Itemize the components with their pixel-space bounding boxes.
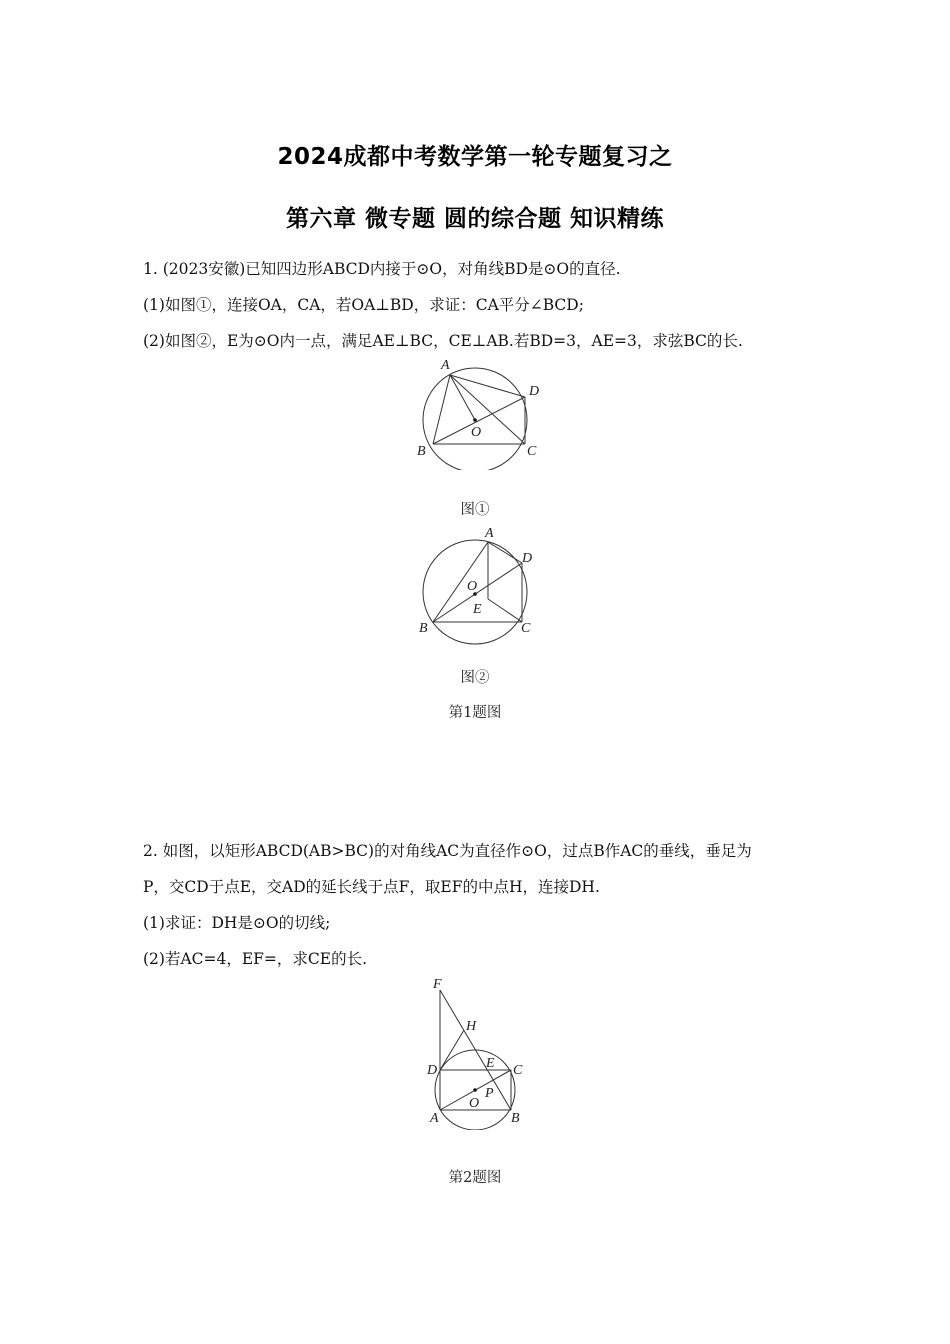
label-O: O <box>471 425 482 440</box>
q2-part1: (1)求证：DH是⊙O的切线; <box>143 914 331 932</box>
q1-figure-caption: 第1题图 <box>448 705 502 721</box>
label-D: D <box>427 1063 438 1078</box>
label-P: P <box>485 1086 494 1101</box>
label-F: F <box>433 977 442 992</box>
label-C: C <box>513 1063 523 1078</box>
label-A: A <box>430 1111 439 1126</box>
q2-stem-line1: 2. 如图，以矩形ABCD(AB>BC)的对角线AC为直径作⊙O，过点B作AC的垂线，垂足为 <box>143 842 752 860</box>
q1-figure-2 <box>405 522 550 647</box>
q1-stem: 1. (2023安徽)已知四边形ABCD内接于⊙O，对角线BD是⊙O的直径. <box>143 260 621 278</box>
label-A: A <box>485 526 494 541</box>
label-B: B <box>419 621 428 636</box>
label-D: D <box>522 551 533 566</box>
label-C: C <box>527 444 537 459</box>
q1-part1: (1)如图①，连接OA，CA，若OA⊥BD，求证：CA平分∠BCD; <box>143 296 584 314</box>
label-E: E <box>473 602 482 617</box>
figure-2-caption: 图② <box>460 670 490 686</box>
q1-part2: (2)如图②，E为⊙O内一点，满足AE⊥BC，CE⊥AB.若BD=3，AE=3，求弦BC的长. <box>143 332 743 350</box>
label-H: H <box>466 1019 477 1034</box>
label-C: C <box>521 621 531 636</box>
document-title-line1: 2024成都中考数学第一轮专题复习之 <box>277 144 673 170</box>
q2-figure <box>415 970 545 1130</box>
label-D: D <box>529 384 540 399</box>
label-O: O <box>469 1096 480 1111</box>
label-B: B <box>511 1111 520 1126</box>
document-title-line2: 第六章 微专题 圆的综合题 知识精练 <box>285 206 665 232</box>
q1-figure-1 <box>405 355 550 470</box>
label-O: O <box>467 579 478 594</box>
q2-figure-caption: 第2题图 <box>448 1170 502 1186</box>
label-E: E <box>486 1056 495 1071</box>
label-A: A <box>441 358 450 373</box>
figure-1-caption: 图① <box>460 502 490 518</box>
q2-stem-line2: P，交CD于点E，交AD的延长线于点F，取EF的中点H，连接DH. <box>143 878 600 896</box>
label-B: B <box>417 444 426 459</box>
q2-part2: (2)若AC=4，EF=，求CE的长. <box>143 950 368 968</box>
